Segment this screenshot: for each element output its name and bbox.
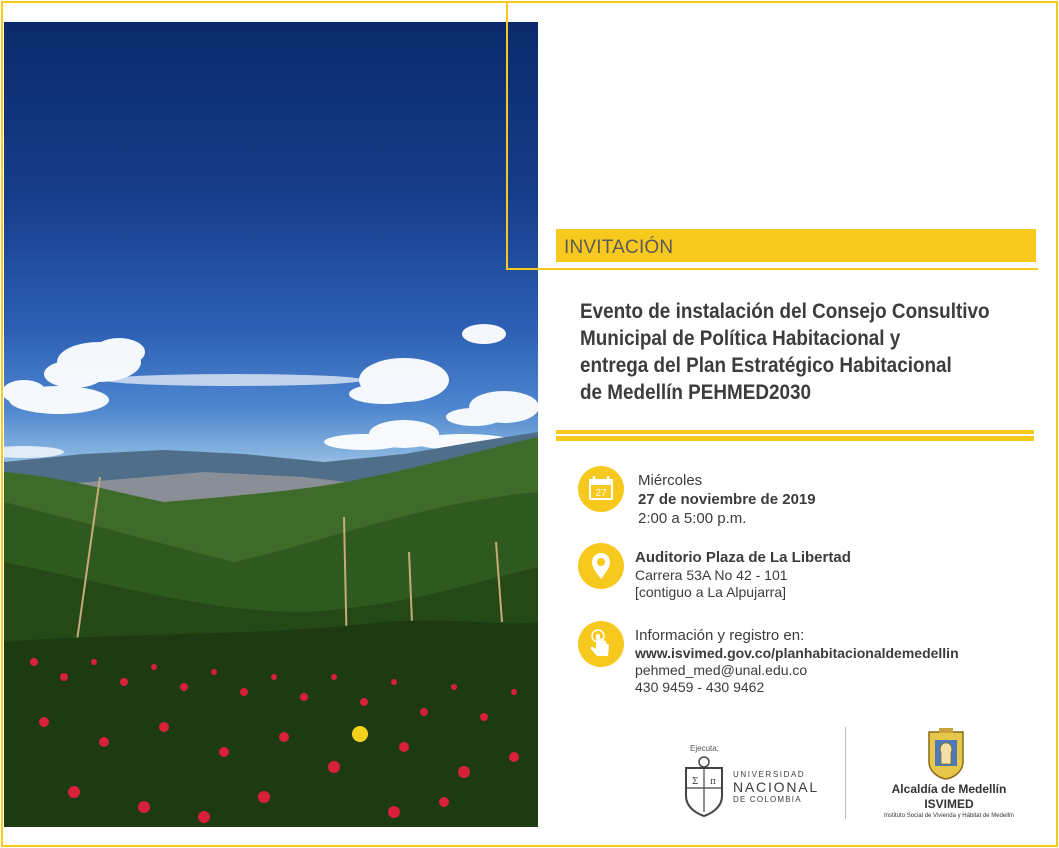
alcaldia-logo-text [866, 782, 1032, 821]
date-date: 27 de noviembre de 2019 [638, 491, 816, 508]
date-weekday: Miércoles [638, 472, 703, 489]
place-name: Auditorio Plaza de La Libertad [635, 549, 851, 566]
medellin-shield-logo [925, 726, 967, 785]
unal-logo-text [733, 770, 819, 804]
hero-line-2: el hábitat sostenible de [702, 183, 999, 215]
event-title-line-2: Municipal de Política Habitacional y [580, 327, 901, 350]
contact-email[interactable]: pehmed_med@unal.edu.co [635, 662, 808, 678]
contact-info [635, 626, 959, 696]
section-separator [556, 430, 1034, 441]
svg-text:Σ: Σ [691, 777, 699, 787]
date-info [638, 471, 816, 528]
calendar-icon [578, 466, 624, 512]
contact-url[interactable]: www.isvimed.gov.co/planhabitacionaldemedellin [635, 645, 959, 661]
alcaldia-name: Alcaldía de Medellín [891, 782, 1007, 796]
contact-phones: 430 9459 - 430 9462 [635, 679, 765, 695]
isvimed-fullname: Instituto Social de Vivienda y Hábitat de Medellín [884, 813, 1014, 819]
location-pin-icon [578, 543, 624, 589]
invitation-label: INVITACIÓN [564, 237, 674, 258]
svg-text:π: π [710, 777, 716, 787]
unal-line-3: DE COLOMBIA [733, 795, 802, 804]
place-note: [contiguo a La Alpujarra] [635, 584, 786, 600]
calendar-day: 27 [595, 488, 607, 499]
landscape-photo [4, 22, 538, 827]
unal-line-2: NACIONAL [733, 779, 819, 795]
isvimed-name: ISVIMED [924, 797, 974, 811]
event-title-line-3: entrega del Plan Estratégico Habitacional [580, 354, 952, 377]
date-time: 2:00 a 5:00 p.m. [638, 510, 747, 527]
contact-heading: Información y registro en: [635, 627, 805, 644]
event-title-line-4: de Medellín PEHMED2030 [580, 381, 812, 404]
place-info [635, 548, 851, 601]
unal-seal-logo [680, 754, 728, 823]
ejecuta-label: Ejecuta: [690, 744, 719, 753]
unal-line-1: UNIVERSIDAD [733, 770, 806, 779]
hero-line-1: por la vivienda digna y [710, 149, 999, 181]
logo-divider [845, 727, 846, 819]
hero-title: Acciones colectivas [652, 105, 999, 148]
touch-hand-icon [578, 621, 624, 667]
event-title [580, 298, 1039, 406]
event-title-line-1: Evento de instalación del Consejo Consultivo [580, 300, 990, 323]
place-address: Carrera 53A No 42 - 101 [635, 567, 788, 583]
